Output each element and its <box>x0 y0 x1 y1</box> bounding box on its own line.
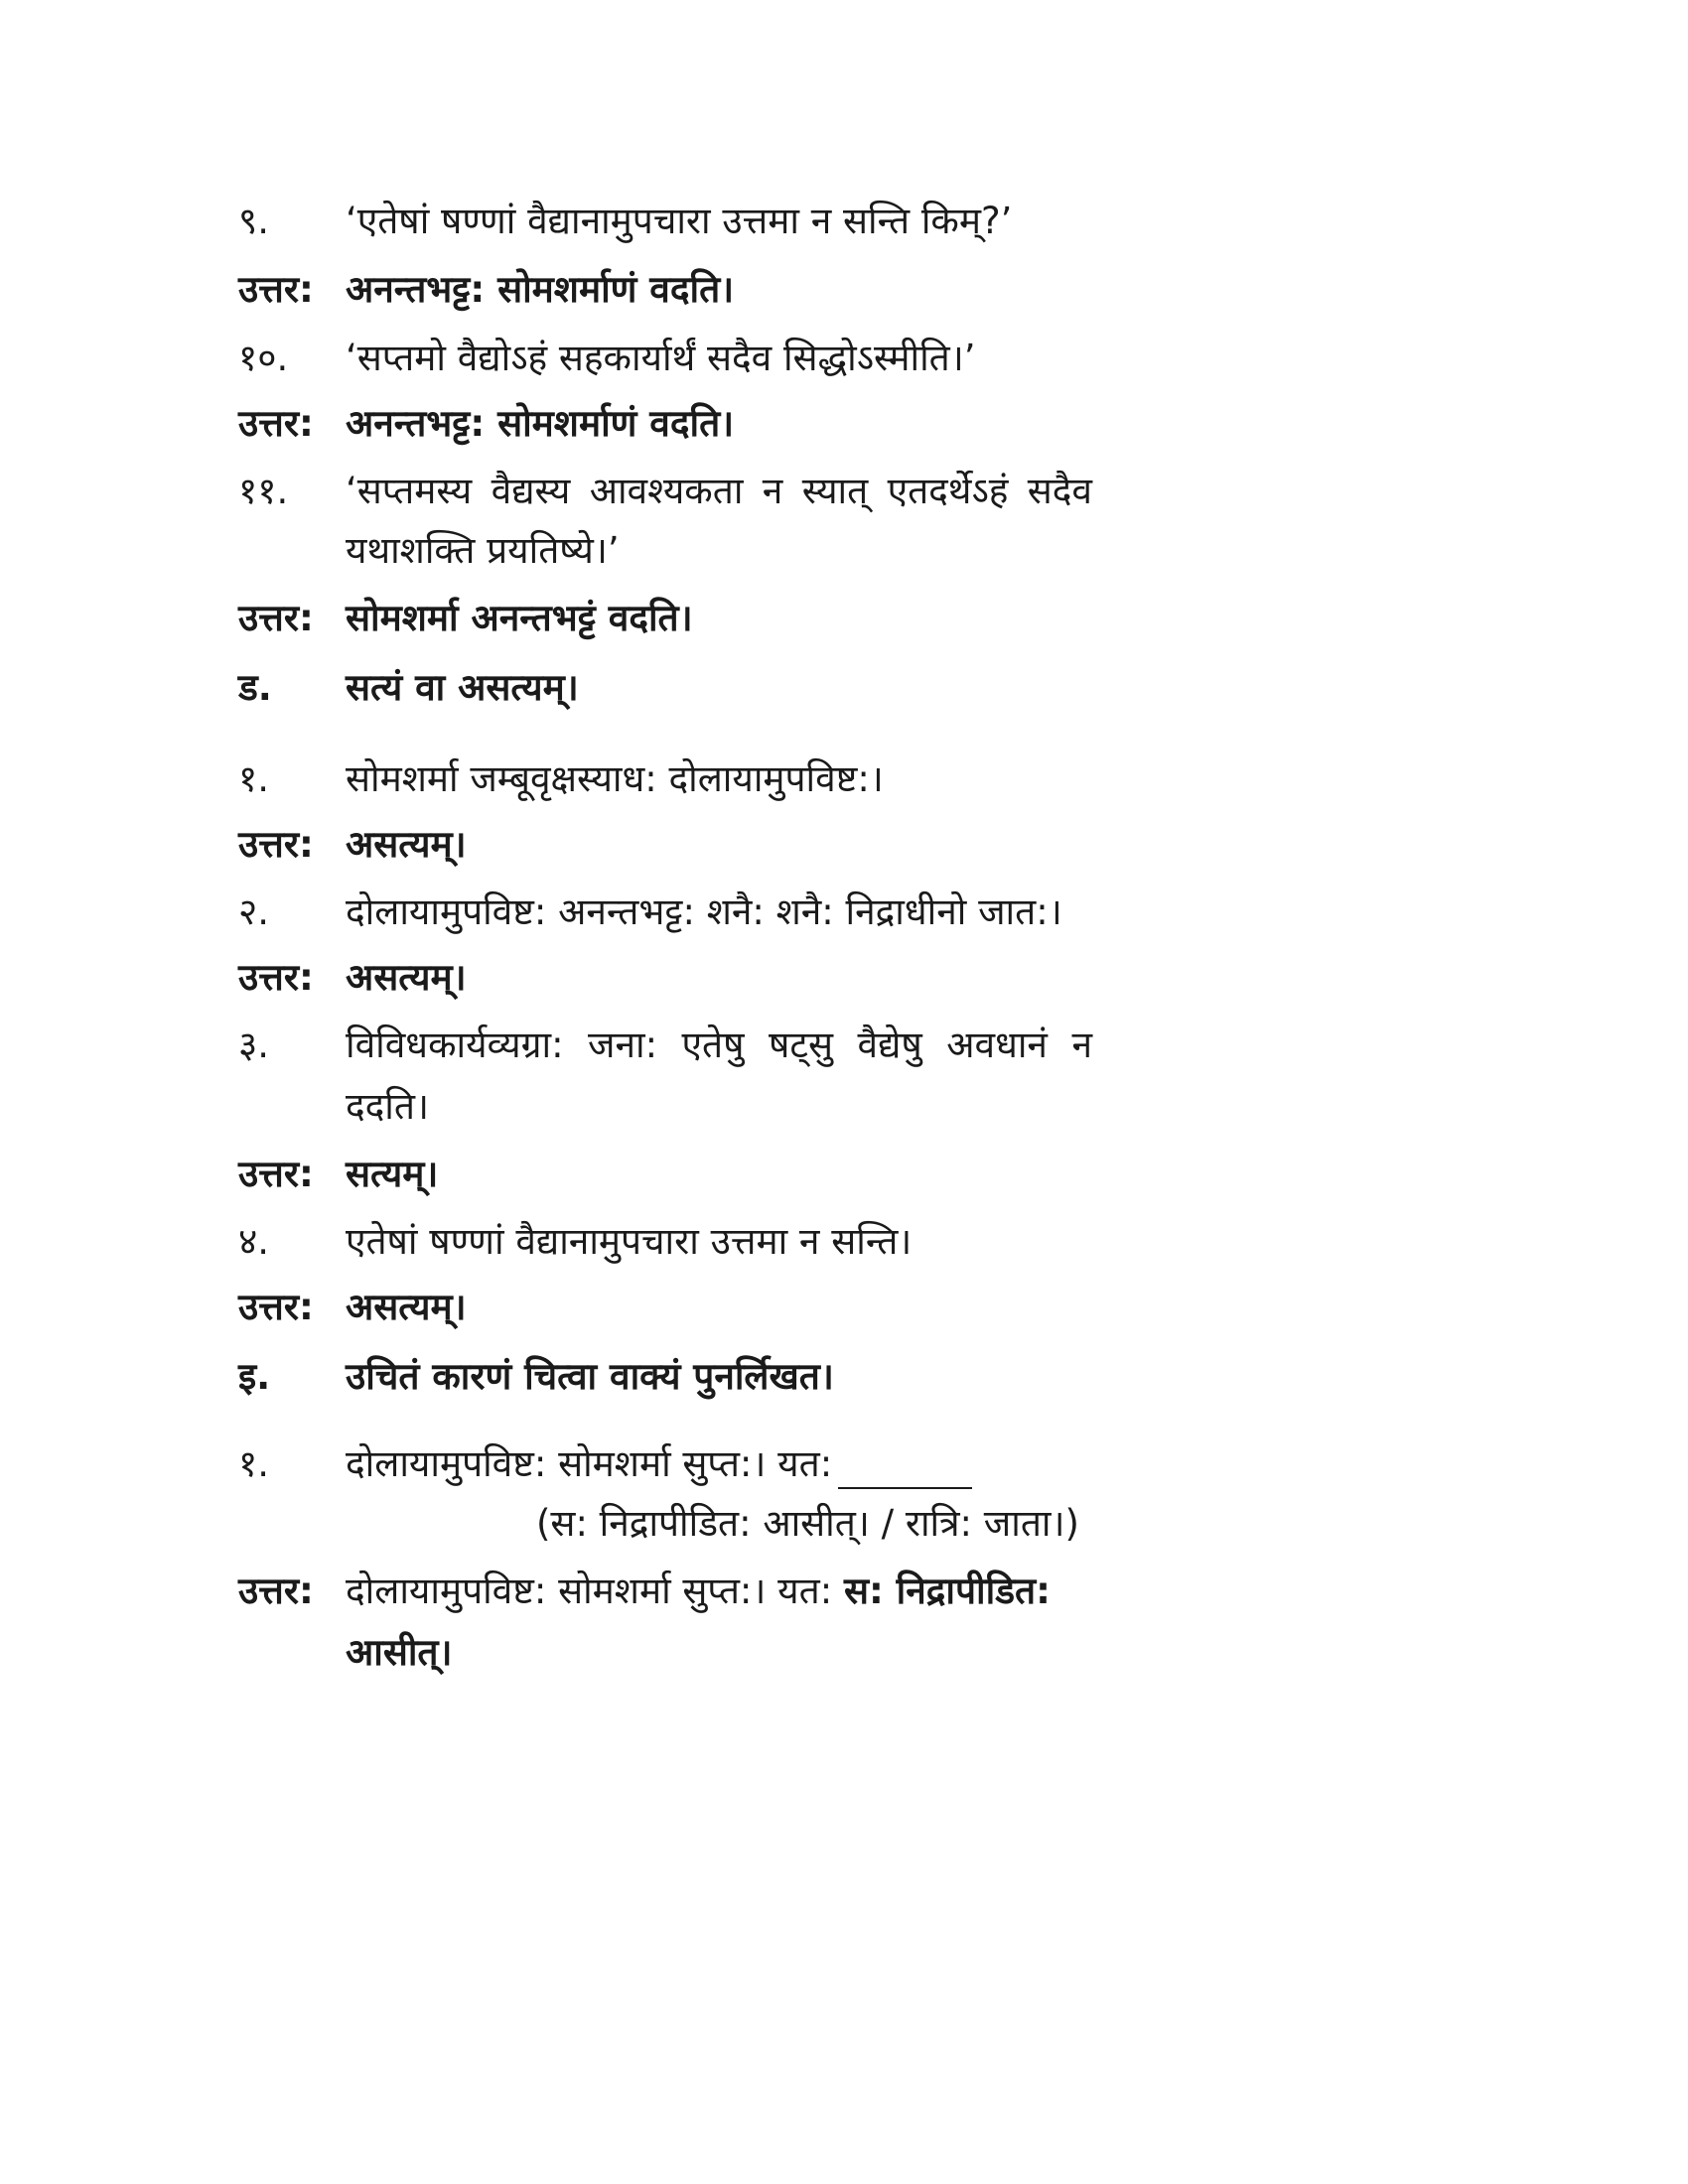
question-number: ३. <box>238 1024 270 1066</box>
statement-text: सोमशर्मा जम्बूवृक्षस्याध: दोलायामुपविष्ट:। <box>346 757 884 800</box>
answer-bold-text: स: निद्रापीडित: <box>843 1570 1051 1612</box>
section-label: ड. <box>238 666 272 709</box>
section-heading: उचितं कारणं चित्वा वाक्यं पुनर्लिखत। <box>346 1355 834 1398</box>
answer-label: उत्तर: <box>238 402 314 445</box>
statement-text: विविधकार्यव्यग्रा: जना: एतेषु षट्सु वैद्येषु अवधानं न <box>346 1024 1092 1066</box>
question-text: ‘सप्तमो वैद्योऽहं सहकार्यार्थं सदैव सिद्धोऽस्मीति।’ <box>346 337 976 379</box>
statement-text-continued: ददति। <box>346 1085 429 1128</box>
answer-bold-continued: आसीत्। <box>346 1631 453 1674</box>
fill-blank-sentence <box>346 1439 972 1489</box>
answer-label: उत्तर: <box>238 1570 314 1612</box>
question-number: ११. <box>238 470 289 512</box>
answer-blank <box>838 1455 972 1489</box>
question-number: ९. <box>238 200 270 242</box>
answer-label: उत्तर: <box>238 597 314 639</box>
answer-plain-text: दोलायामुपविष्ट: सोमशर्मा सुप्त:। यत: <box>346 1570 833 1612</box>
answer-text: असत्यम्। <box>346 1286 467 1328</box>
question-number: १. <box>238 757 270 800</box>
statement-text: दोलायामुपविष्ट: अनन्तभट्ट: शनै: शनै: निद्राधीनो जात:। <box>346 890 1062 933</box>
answer-text: असत्यम्। <box>346 956 467 999</box>
section-heading: सत्यं वा असत्यम्। <box>346 666 579 709</box>
options-text: (स: निद्रापीडित: आसीत्। / रात्रि: जाता।) <box>536 1502 1079 1545</box>
question-text-continued: यथाशक्ति प्रयतिष्ये।’ <box>346 529 620 572</box>
question-text: ‘सप्तमस्य वैद्यस्य आवश्यकता न स्यात् एतदर्थेऽहं सदैव <box>346 470 1092 512</box>
answer-label: उत्तर: <box>238 823 314 866</box>
question-number: २. <box>238 890 270 933</box>
answer-line <box>346 1567 1051 1616</box>
question-number: १. <box>238 1442 270 1485</box>
answer-text: असत्यम्। <box>346 823 467 866</box>
answer-text: अनन्तभट्ट: सोमशर्माणं वदति। <box>346 402 735 445</box>
answer-label: उत्तर: <box>238 268 314 311</box>
answer-text: सत्यम्। <box>346 1153 439 1195</box>
question-number: १०. <box>238 337 289 379</box>
sentence-text: दोलायामुपविष्ट: सोमशर्मा सुप्त:। यत: <box>346 1442 833 1485</box>
statement-text: एतेषां षण्णां वैद्यानामुपचारा उत्तमा न सन्ति। <box>346 1220 913 1263</box>
question-text: ‘एतेषां षण्णां वैद्यानामुपचारा उत्तमा न सन्ति किम्?’ <box>346 200 1013 242</box>
answer-label: उत्तर: <box>238 1153 314 1195</box>
answer-text: अनन्तभट्ट: सोमशर्माणं वदति। <box>346 268 735 311</box>
answer-label: उत्तर: <box>238 956 314 999</box>
answer-text: सोमशर्मा अनन्तभट्टं वदति। <box>346 597 693 639</box>
section-label: इ. <box>238 1355 271 1398</box>
question-number: ४. <box>238 1220 270 1263</box>
answer-label: उत्तर: <box>238 1286 314 1328</box>
